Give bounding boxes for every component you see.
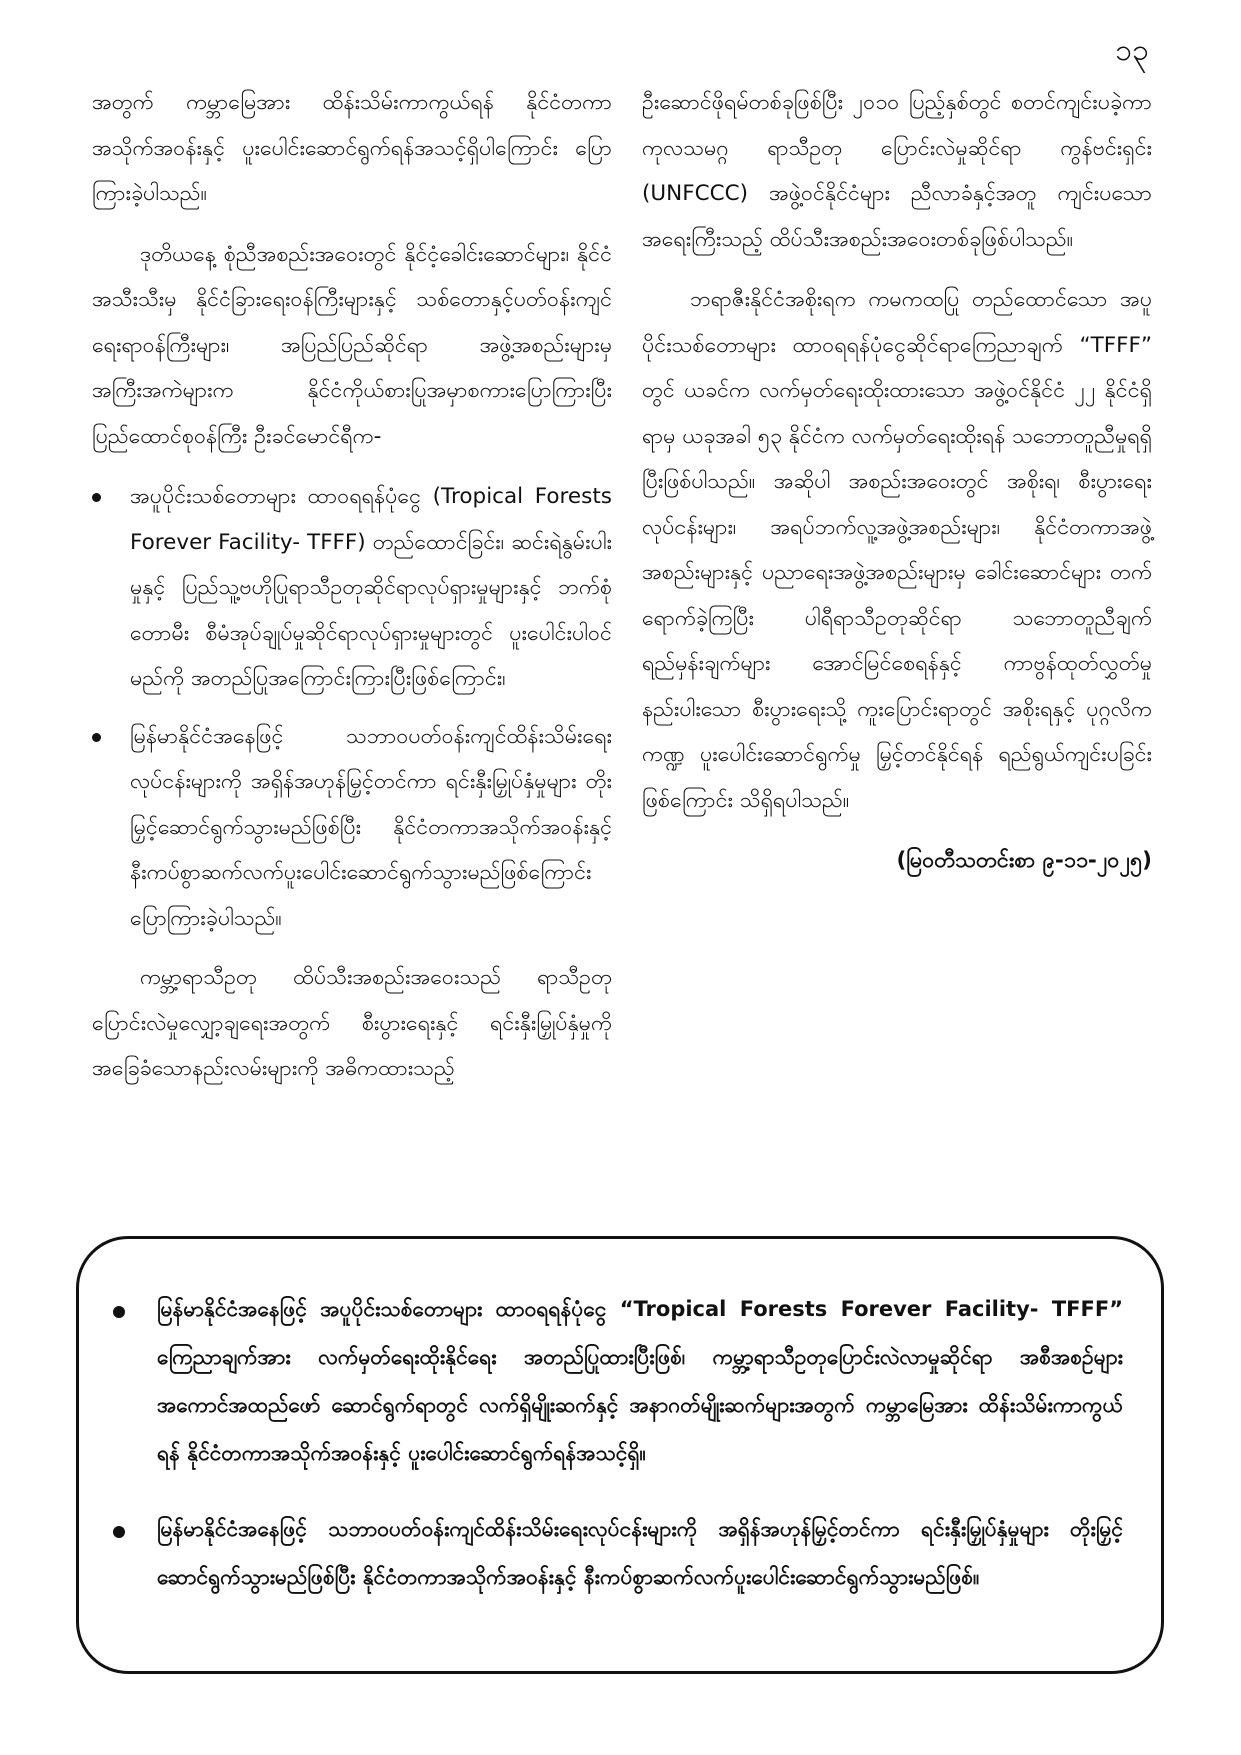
- right-paragraph-1: ဦးဆောင်ဖိုရမ်တစ်ခုဖြစ်ပြီး ၂၀၁၀ ပြည့်နှစ်တွင် စတင်ကျင်းပခဲ့ကာ ကုလသမဂ္ဂ ရာသီဥတု ပြောင်းလဲမှုဆိုင်ရာ ကွန်ဗင်းရှင်း (UNFCCC) အဖွဲ့ဝင်နိုင်ငံများ ညီလာခံနှင့်အတူ ကျင်းပသော အရေးကြီးသည့် ထိပ်သီးအစည်းအဝေးတစ်ခုဖြစ်ပါသည်။: [642, 90, 1152, 252]
- source-citation: (မြဝတီသတင်းစာ ၉-၁၁-၂၀၂၅): [896, 848, 1152, 873]
- list-item: [92, 714, 612, 942]
- bullet-text: အပူပိုင်းသစ်တောများ ထာဝရရန်ပုံငွေ (Tropical Forests Forever Facility- TFFF) တည်ထောင်ခြင်း၊ ဆင်းရဲနွမ်းပါးမှုနှင့် ပြည်သူ့ဗဟိုပြုရာသီဥတုဆိုင်ရာလုပ်ရှားမှုများနှင့် ဘက်စုံတောမီး စီမံအုပ်ချုပ်မှုဆိုင်ရာလုပ်ရှားမှုများတွင် ပူးပေါင်းပါဝင်မည်ကို အတည်ပြုအကြောင်းကြားပြီးဖြစ်ကြောင်း၊: [130, 484, 612, 691]
- summary-text: မြန်မာနိုင်ငံအနေဖြင့် အပူပိုင်းသစ်တောများ ထာဝရရန်ပုံငွေ “Tropical Forests Forever Facility- TFFF” ကြေညာချက်အား လက်မှတ်ရေးထိုးနိုင်ရေး အတည်ပြုထားပြီးဖြစ်၊ ကမ္ဘာ့ရာသီဥတုပြောင်းလဲလာမှုဆိုင်ရာ အစီအစဉ်များ အကောင်အထည်ဖော် ဆောင်ရွက်ရာတွင် လက်ရှိမျိုးဆက်နှင့် အနာဂတ်မျိုးဆက်များအတွက် ကမ္ဘာမြေအား ထိန်းသိမ်းကာကွယ်ရန် နိုင်ငံတကာအသိုက်အဝန်းနှင့် ပူးပေါင်းဆောင်ရွက်ရန်အသင့်ရှိ။: [157, 1297, 1123, 1465]
- article-columns: [92, 80, 1154, 1230]
- left-column: [92, 80, 612, 1107]
- left-paragraph-3: ကမ္ဘာ့ရာသီဥတု ထိပ်သီးအစည်းအဝေးသည် ရာသီဥတုပြောင်းလဲမှုလျှော့ချရေးအတွက် စီးပွားရေးနှင့် ရင်းနှီးမြှုပ်နှံမှုကို အခြေခံသောနည်းလမ်းများကို အဓိကထားသည့်: [92, 965, 612, 1081]
- page-number: ၁၃: [1115, 33, 1149, 68]
- list-item: [92, 474, 612, 702]
- bullet-icon: [113, 1306, 125, 1318]
- bullet-list: [92, 474, 612, 941]
- bullet-icon: [92, 733, 101, 742]
- right-column: [642, 80, 1152, 883]
- bullet-icon: [92, 493, 101, 502]
- summary-item: [113, 1505, 1123, 1601]
- bullet-icon: [113, 1526, 125, 1538]
- summary-item: [113, 1285, 1123, 1477]
- summary-text: မြန်မာနိုင်ငံအနေဖြင့် သဘာဝပတ်ဝန်းကျင်ထိန်းသိမ်းရေးလုပ်ငန်းများကို အရှိန်အဟုန်မြှင့်တင်ကာ ရင်းနှီးမြှုပ်နှံမှုများ တိုးမြှင့်ဆောင်ရွက်သွားမည်ဖြစ်ပြီး နိုင်ငံတကာအသိုက်အဝန်းနှင့် နီးကပ်စွာဆက်လက်ပူးပေါင်းဆောင်ရွက်သွားမည်ဖြစ်။: [157, 1517, 1123, 1589]
- left-paragraph-1: အတွက် ကမ္ဘာမြေအား ထိန်းသိမ်းကာကွယ်ရန် နိုင်ငံတကာအသိုက်အဝန်းနှင့် ပူးပေါင်းဆောင်ရွက်ရန်အသင့်ရှိပါကြောင်း ပြောကြားခဲ့ပါသည်။: [92, 90, 612, 206]
- left-paragraph-2: ဒုတိယနေ့ စုံညီအစည်းအဝေးတွင် နိုင်ငံ့ခေါင်းဆောင်များ၊ နိုင်ငံအသီးသီးမှ နိုင်ငံခြားရေးဝန်ကြီးများနှင့် သစ်တောနှင့်ပတ်ဝန်းကျင်ရေးရာဝန်ကြီးများ၊ အပြည်ပြည်ဆိုင်ရာ အဖွဲ့အစည်းများမှအကြီးအကဲများက နိုင်ငံကိုယ်စားပြုအမှာစကားပြောကြားပြီး ပြည်ထောင်စုဝန်ကြီး ဦးခင်မောင်ရီက-: [92, 241, 612, 449]
- bullet-text: မြန်မာနိုင်ငံအနေဖြင့် သဘာဝပတ်ဝန်းကျင်ထိန်းသိမ်းရေးလုပ်ငန်းများကို အရှိန်အဟုန်မြှင့်တင်ကာ ရင်းနှီးမြှုပ်နှံမှုများ တိုးမြှင့်ဆောင်ရွက်သွားမည်ဖြစ်ပြီး နိုင်ငံတကာအသိုက်အဝန်းနှင့် နီးကပ်စွာဆက်လက်ပူးပေါင်းဆောင်ရွက်သွားမည်ဖြစ်ကြောင်း ပြောကြားခဲ့ပါသည်။: [130, 723, 612, 931]
- summary-box: [76, 1236, 1164, 1674]
- right-paragraph-2: ဘရာဇီးနိုင်ငံအစိုးရက ကမကထပြု တည်ထောင်သော အပူပိုင်းသစ်တောများ ထာဝရရန်ပုံငွေဆိုင်ရာကြေညာချက် “TFFF” တွင် ယခင်က လက်မှတ်ရေးထိုးထားသော အဖွဲ့ဝင်နိုင်ငံ ၂၂ နိုင်ငံရှိရာမှ ယခုအခါ ၅၃ နိုင်ငံက လက်မှတ်ရေးထိုးရန် သဘောတူညီမှုရရှိပြီးဖြစ်ပါသည်။ အဆိုပါ အစည်းအဝေးတွင် အစိုးရ၊ စီးပွားရေးလုပ်ငန်းများ၊ အရပ်ဘက်လူ့အဖွဲ့အစည်းများ၊ နိုင်ငံတကာအဖွဲ့အစည်းများနှင့် ပညာရေးအဖွဲ့အစည်းများမှ ခေါင်းဆောင်များ တက်ရောက်ခဲ့ကြပြီး ပါရီရာသီဥတုဆိုင်ရာ သဘောတူညီချက်ရည်မှန်းချက်များ အောင်မြင်စေရန်နှင့် ကာဗွန်ထုတ်လွှတ်မှု နည်းပါးသော စီးပွားရေးသို့ ကူးပြောင်းရာတွင် အစိုးရနှင့် ပုဂ္ဂလိကကဏ္ဍ ပူးပေါင်းဆောင်ရွက်မှု မြှင့်တင်နိုင်ရန် ရည်ရွယ်ကျင်းပခြင်းဖြစ်ကြောင်း သိရှိရပါသည်။: [642, 287, 1152, 813]
